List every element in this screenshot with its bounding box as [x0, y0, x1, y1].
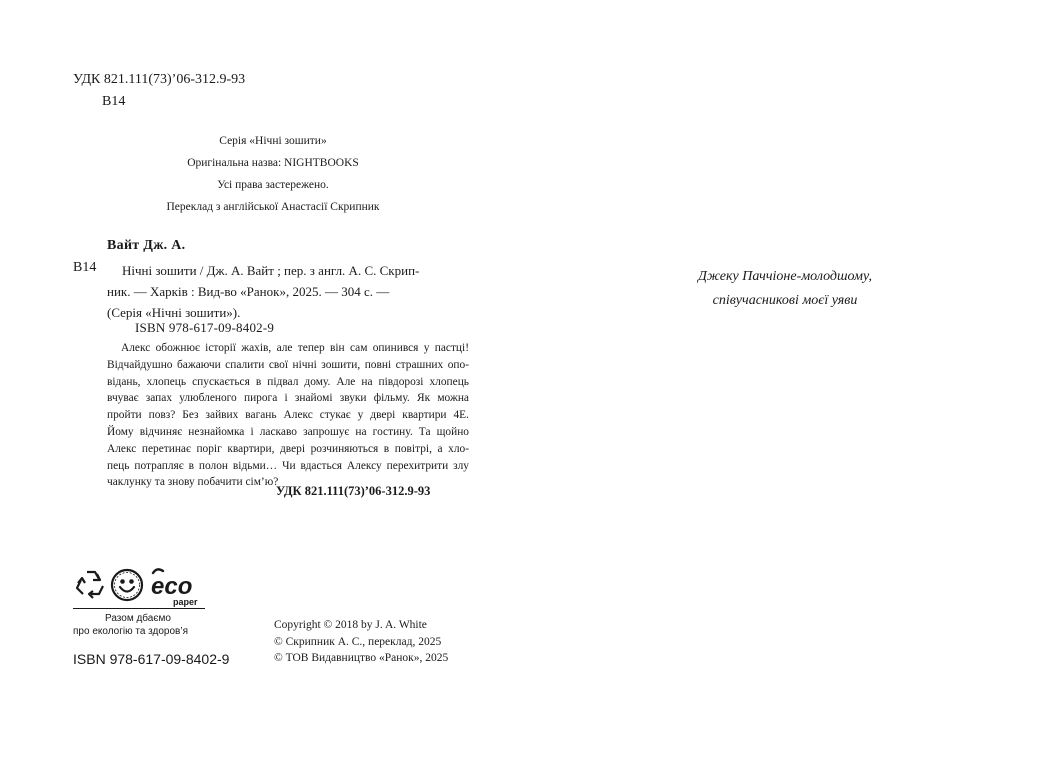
eco-divider [73, 608, 205, 609]
udk-footer: УДК 821.111(73)’06-312.9-93 [276, 484, 431, 498]
rights-notice: Усі права застережено. [217, 179, 329, 191]
eco-wordmark [151, 569, 198, 607]
svg-text:paper: paper [173, 597, 198, 607]
udk-header: УДК 821.111(73)’06-312.9-93 [73, 72, 246, 87]
biblio-line: (Серія «Нічні зошити»). [107, 305, 241, 320]
dedication-line: Джеку Паччіоне-молодшому, [698, 269, 872, 284]
annotation-line: Відчайдушно бажаючи спалити свої нічні зошити, повні страшних опо- [107, 358, 469, 371]
author-code-header: В14 [102, 94, 126, 109]
eco-caption-line: Разом дбаємо [105, 613, 171, 624]
eco-caption [73, 612, 273, 638]
series-info [130, 130, 416, 218]
biblio-line: ник. — Харків : Вид-во «Ранок», 2025. — 304 с. — [107, 284, 390, 299]
catalog-code: В14 [73, 260, 97, 275]
footer-isbn: ISBN 978-617-09-8402-9 [73, 651, 230, 667]
recycle-icon [76, 571, 105, 600]
bibliographic-record [107, 260, 487, 323]
annotation-line: Алекс перетинає поріг квартири, двері розчиняються в повітрі, а хло- [107, 442, 469, 455]
dedication [640, 265, 930, 313]
svg-text:eco: eco [151, 573, 193, 600]
annotation-line: Йому відчиняє незнайомка і ласкаво запрошує на гостину. Та щойно [107, 425, 469, 438]
annotation-line: пройти повз? Без зайвих вагань Алекс стукає у двері квартири 4Е. [107, 409, 469, 422]
eco-logo-graphic [73, 566, 205, 608]
copyright-line: Copyright © 2018 by J. A. White [274, 619, 427, 631]
series-name: Серія «Нічні зошити» [219, 135, 327, 147]
annotation-line: чаклунку та знову побачити сім’ю? [107, 476, 279, 489]
original-title: Оригінальна назва: NIGHTBOOKS [187, 157, 359, 169]
annotation-line: Алекс обожнює історії жахів, але тепер він сам опинився у пастці! [121, 342, 469, 354]
copyright-line: © Скрипник А. С., переклад, 2025 [274, 635, 442, 648]
catalog-author: Вайт Дж. А. [107, 238, 186, 253]
translation-credit: Переклад з англійської Анастасії Скрипник [166, 201, 380, 213]
smiley-icon [112, 570, 142, 600]
annotation-line: відань, хлопець спускається в підвал дому. Але на півдорозі хлопець [107, 375, 469, 388]
copyright-block [274, 617, 448, 667]
dedication-line: співучасникові моєї уяви [712, 293, 858, 308]
catalog-isbn: ISBN 978-617-09-8402-9 [135, 320, 275, 335]
annotation-line: пець потрапляє в полон відьми… Чи вдасться Алексу перехитрити злу [107, 459, 469, 472]
eco-caption-line: про екологію та здоров’я [73, 626, 189, 637]
annotation-line: вчуває запах улюбленого пирога і знайомі звуки фільму. Як можна [107, 392, 469, 405]
copyright-line: © ТОВ Видавництво «Ранок», 2025 [274, 652, 449, 664]
annotation [107, 340, 469, 491]
biblio-line: Нічні зошити / Дж. А. Вайт ; пер. з англ. А. С. Скрип- [122, 263, 420, 278]
